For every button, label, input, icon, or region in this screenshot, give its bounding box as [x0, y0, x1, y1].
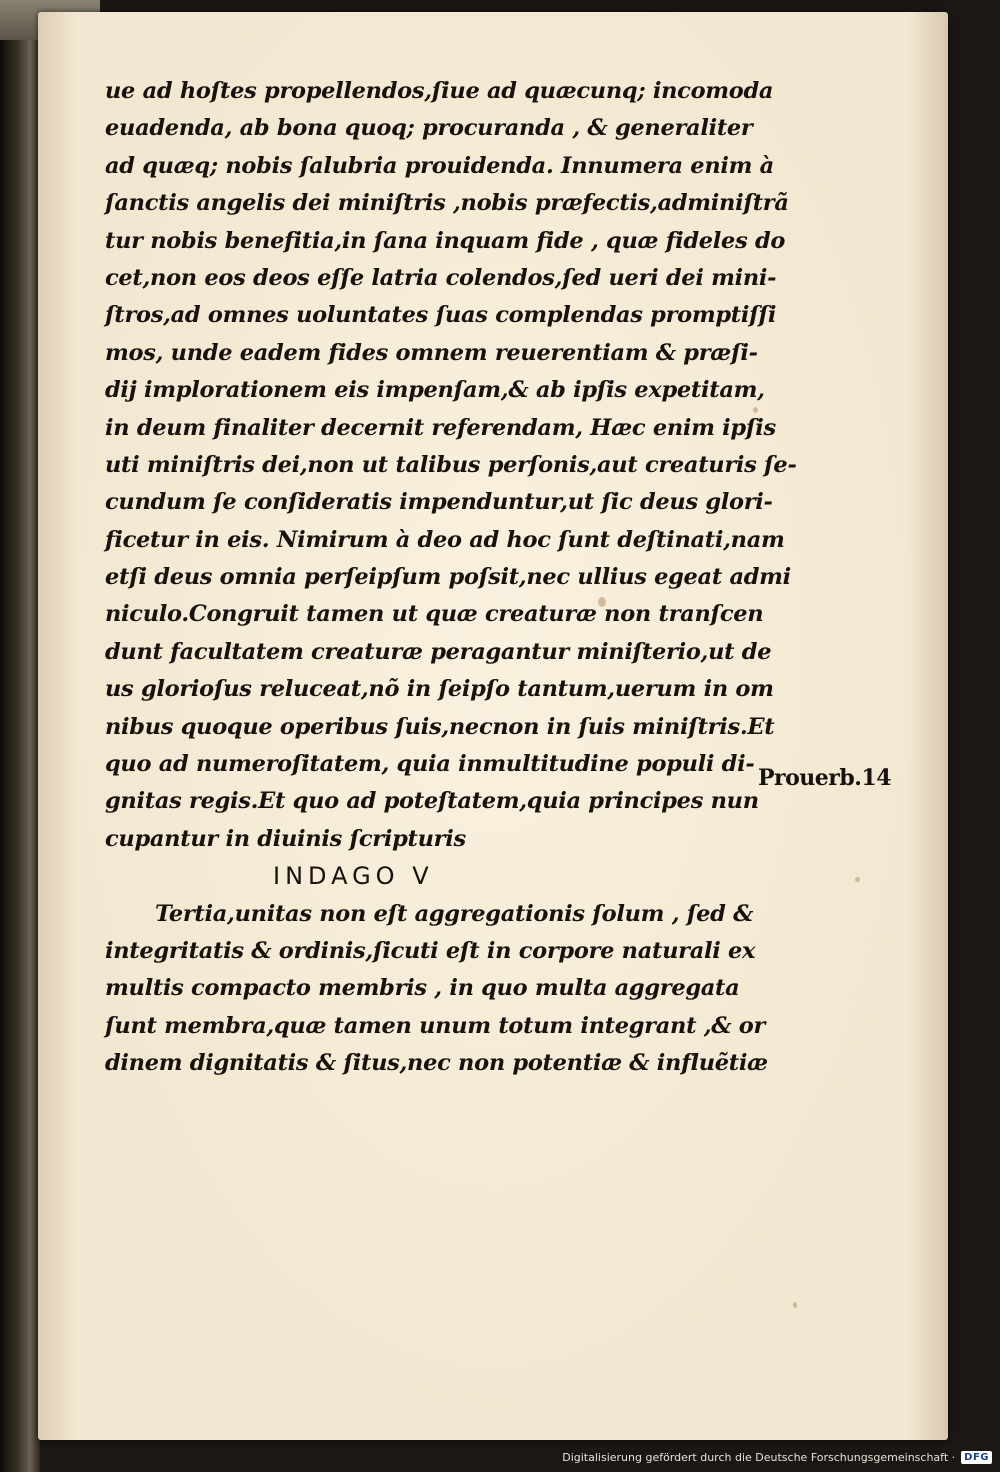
text-line: dij implorationem eis impenſam,& ab ipſis expetitam,: [105, 377, 765, 404]
book-binding: [0, 0, 40, 1472]
text-line: ſanctis angelis dei miniſtris ,nobis præfectis,adminiſtrã: [105, 190, 789, 217]
text-line: cupantur in diuinis ſcripturis: [105, 825, 466, 852]
text-line: niculo.Congruit tamen ut quæ creaturæ non tranſcen: [105, 601, 764, 628]
text-line: ſunt membra,quæ tamen unum totum integrant ,& or: [105, 1012, 766, 1039]
text-line: cundum ſe conſideratis impenduntur,ut ſic deus glori-: [105, 489, 773, 516]
text-line: in deum finaliter decernit referendam, Hæc enim ipſis: [105, 414, 776, 441]
text-line: dinem dignitatis & ſitus,nec non potentiæ & influẽtiæ: [105, 1050, 768, 1077]
text-line: ſtros,ad omnes uoluntates ſuas complendas promptiſſi: [105, 302, 777, 329]
section-heading: INDAGO V: [273, 862, 434, 891]
ink-stain: [855, 877, 860, 882]
text-line: dunt facultatem creaturæ peragantur miniſterio,ut de: [105, 638, 772, 665]
text-line: multis compacto membris , in quo multa aggregata: [105, 975, 740, 1002]
marginal-note: Prouerb.14: [758, 765, 892, 791]
text-line: cet,non eos deos eſſe latria colendos,ſed ueri dei mini-: [105, 264, 777, 291]
text-line: uti miniſtris dei,non ut talibus perſonis,aut creaturis ſe-: [105, 451, 797, 478]
ink-stain: [793, 1302, 797, 1308]
text-line: gnitas regis.Et quo ad poteſtatem,quia principes nun: [105, 788, 759, 815]
text-line: etſi deus omnia perſeipſum poſsit,nec ullius egeat admi: [105, 564, 791, 591]
text-line: quo ad numeroſitatem, quia inmultitudine populi di-: [105, 751, 755, 778]
text-line: mos, unde eadem fides omnem reuerentiam & præſi-: [105, 339, 758, 366]
text-line: euadenda, ab bona quoq; procuranda , & generaliter: [105, 115, 753, 142]
digitization-footer: [562, 1446, 992, 1468]
text-line: nibus quoque operibus ſuis,necnon in ſuis miniſtris.Et: [105, 713, 775, 740]
text-line: us glorioſus reluceat,nõ in ſeipſo tantum,uerum in om: [105, 676, 774, 703]
text-line: tur nobis benefitia,in ſana inquam fide , quæ fideles do: [105, 227, 786, 254]
dfg-logo: DFG: [961, 1451, 992, 1464]
footer-credit: Digitalisierung gefördert durch die Deutsche Forschungsgemeinschaft ·: [562, 1450, 956, 1464]
text-line: ad quæq; nobis ſalubria prouidenda. Innumera enim à: [105, 152, 774, 179]
text-line: ue ad hoſtes propellendos,ſiue ad quæcunq; incomoda: [105, 78, 774, 104]
text-line: integritatis & ordinis,ſicuti eſt in corpore naturali ex: [105, 937, 756, 964]
page-text: [105, 73, 797, 1083]
text-line: ficetur in eis. Nimirum à deo ad hoc ſunt deſtinati,nam: [105, 526, 785, 553]
text-line: Tertia,unitas non eſt aggregationis ſolum , ſed &: [155, 900, 754, 927]
